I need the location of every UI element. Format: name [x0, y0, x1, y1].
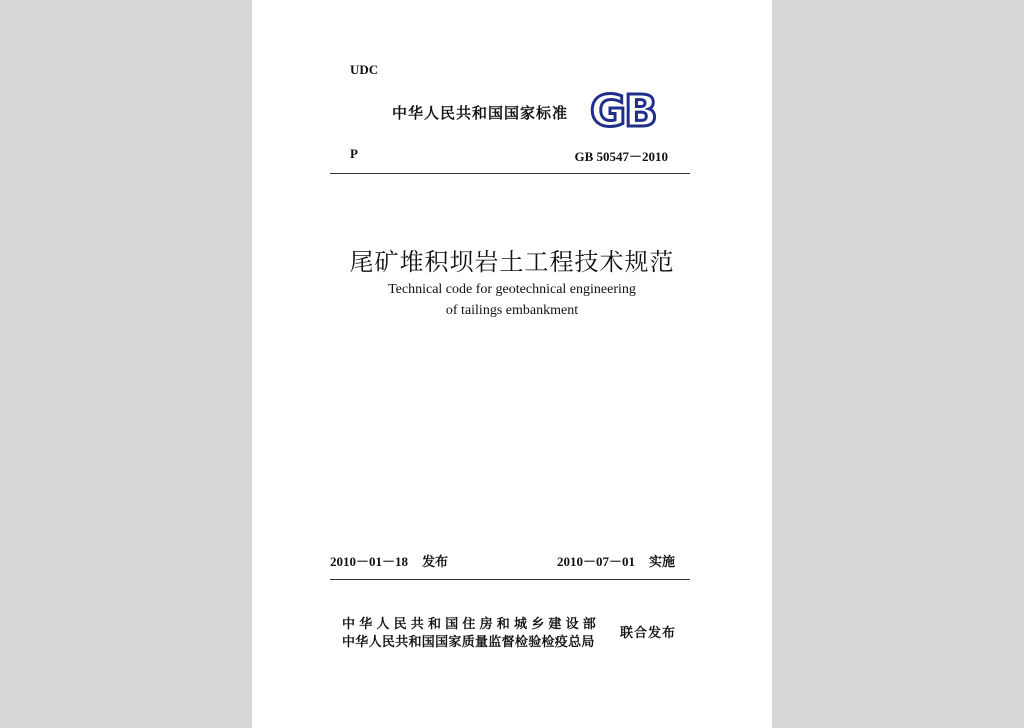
standard-number: GB 50547－2010 — [574, 149, 668, 164]
effective-action: 实施 — [649, 555, 676, 570]
issue-date: 2010－01－18 — [330, 554, 409, 569]
header-divider — [330, 173, 690, 174]
effective-date-block — [557, 551, 675, 570]
document-page — [252, 0, 772, 728]
gb-logo-text: GB — [590, 86, 656, 132]
publisher-line2: 中华人民共和国国家质量监督检验检疫总局 — [342, 635, 595, 650]
effective-date: 2010－07－01 — [557, 554, 636, 569]
gb-logo-mark — [590, 86, 656, 132]
issue-action: 发布 — [422, 555, 449, 570]
gb-logo-icon — [588, 86, 666, 132]
udc-label: UDC — [350, 62, 379, 77]
title-english-line1: Technical code for geotechnical engineering — [388, 282, 636, 297]
title-chinese: 尾矿堆积坝岩土工程技术规范 — [349, 248, 675, 276]
publisher-line1: 中华人民共和国住房和城乡建设部 — [342, 617, 601, 632]
joint-publish-label: 联合发布 — [620, 626, 677, 641]
issue-date-block — [330, 551, 448, 570]
title-english-line2: of tailings embankment — [445, 303, 579, 318]
classification-code: P — [350, 146, 358, 161]
national-standard-title: 中华人民共和国国家标准 — [392, 104, 569, 122]
footer-divider — [330, 579, 690, 580]
